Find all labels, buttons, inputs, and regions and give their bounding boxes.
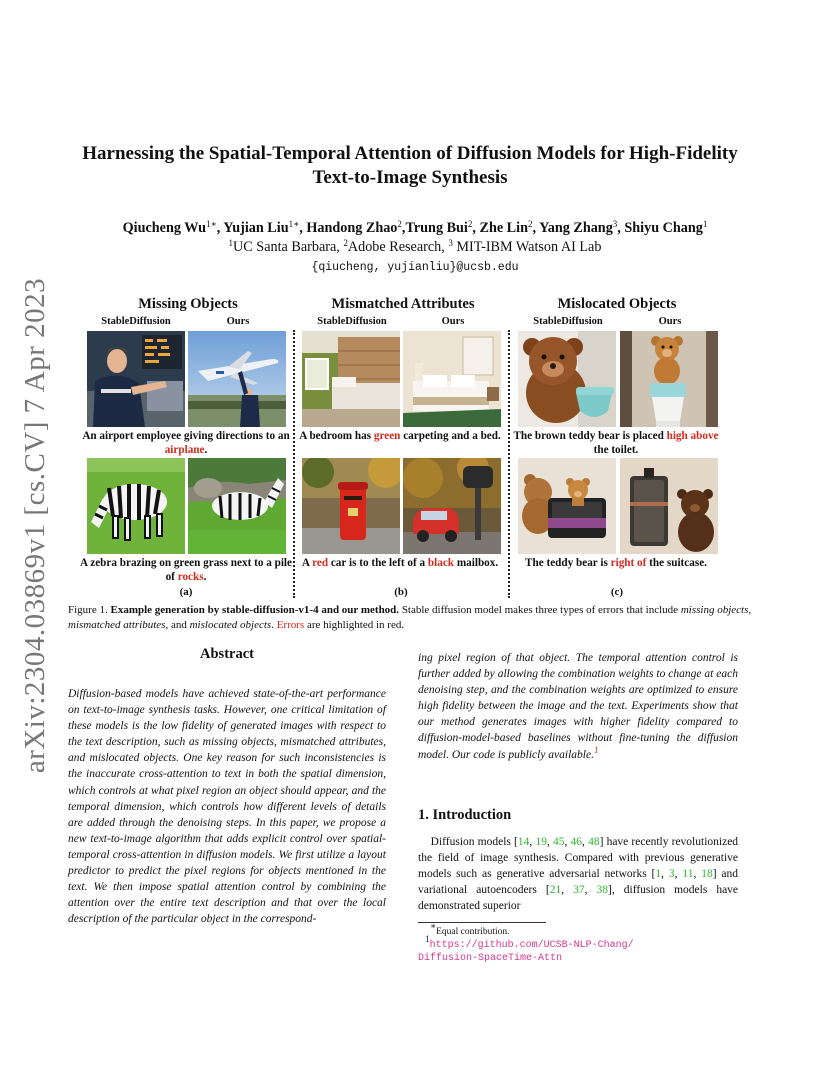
column-separator <box>508 330 510 598</box>
method-label-stablediffusion: StableDiffusion <box>533 316 603 327</box>
image-airport-employee-stablediffusion <box>87 331 185 427</box>
citation-link[interactable]: 19 <box>535 836 547 848</box>
citation-link[interactable]: 3 <box>668 868 675 881</box>
citation-link[interactable]: 21 <box>549 884 562 897</box>
method-label-stablediffusion: StableDiffusion <box>317 316 387 327</box>
image-bedroom-stablediffusion <box>302 331 400 427</box>
image-airport-employee-ours <box>188 331 286 427</box>
image-teddy-suitcase-stablediffusion <box>518 458 616 554</box>
subfigure-label-b: (b) <box>394 586 408 598</box>
image-car-mailbox-stablediffusion <box>302 458 400 554</box>
author: Trung Bui$^2$ <box>405 219 473 236</box>
code-repository-link-cont[interactable]: Diffusion-SpaceTime-Attn <box>418 953 563 964</box>
citation-link[interactable]: 48 <box>588 836 600 848</box>
image-zebra-ours <box>188 458 286 554</box>
subfigure-label-a: (a) <box>179 586 193 598</box>
caption-zebra: A zebra brazing on green grass next to a pile of rocks. <box>79 557 293 583</box>
column-heading-mismatched-attributes: Mismatched Attributes <box>331 296 475 312</box>
author-list: Qiucheng $Wu^{1∗}$, Yujian Liu$^{1∗}$, Handong Zhao$^2$,Trung Bui$^2$, Zhe Lin$^2$, Yang Zhang$^3$, Shiyu Chang$^1$ <box>122 219 708 236</box>
code-repository-link[interactable]: https://github.com/UCSB-NLP-Chang/ <box>429 940 634 951</box>
section-heading-introduction: 1. Introduction <box>418 807 512 823</box>
author-email: {qiucheng, yujianliu}@ucsb.edu <box>311 261 519 274</box>
figure-caption: Figure 1. Example generation by stable-diffusion-v1-4 and our method. Stable diffusion model makes three types of errors that include missing objects, mismatched attributes, and mislocated objects. Errors are highlighted in red. <box>68 604 752 631</box>
affiliations: $^1$UC Santa Barbara, $^2$Adobe Research, $^3$ MIT-IBM Watson AI Lab <box>228 238 602 255</box>
introduction-body: Diffusion models [14, 19, 45, 46, 48] have recently revolutionized the field of image synthesis. Compared with previous generative models such as generative adversarial networks [1, 3, 11, 18] and variational autoencoders [21, 37, 38], diffusion models have demonstrated superior <box>418 836 739 913</box>
image-zebra-stablediffusion <box>87 458 185 554</box>
footnote-equal-contribution: ∗Equal contribution. <box>430 921 510 937</box>
method-label-ours: Ours <box>658 316 682 327</box>
subfigure-label-c: (c) <box>610 586 624 598</box>
caption-bedroom: A bedroom has green carpeting and a bed. <box>299 430 501 442</box>
citation-link[interactable]: 45 <box>552 836 565 848</box>
caption-car-mailbox: A red car is to the left of a black mailbox. <box>301 557 499 569</box>
column-heading-missing-objects: Missing Objects <box>138 296 238 312</box>
paper-title: Harnessing the Spatial-Temporal Attention of Diffusion Models for High-Fidelity Text-to-Image Synthesis <box>82 143 738 188</box>
image-teddy-suitcase-ours <box>620 458 718 554</box>
image-teddy-toilet-stablediffusion <box>518 331 616 427</box>
caption-airport: An airport employee giving directions to an airplane. <box>82 430 290 456</box>
image-bedroom-ours <box>403 331 501 427</box>
footnote-code-link: $^1$https://github.com/UCSB-NLP-Chang/ Diffusion-SpaceTime-Attn <box>418 934 634 964</box>
column-heading-mislocated-objects: Mislocated Objects <box>557 296 677 312</box>
method-label-stablediffusion: StableDiffusion <box>101 316 171 327</box>
footnote-rule <box>418 922 546 923</box>
citation-link[interactable]: 11 <box>682 868 694 881</box>
citation-link[interactable]: 1 <box>655 868 662 881</box>
method-label-ours: Ours <box>441 316 465 327</box>
abstract-heading: Abstract <box>200 646 254 662</box>
citation-link[interactable]: 46 <box>570 836 583 848</box>
citation-link[interactable]: 18 <box>701 868 713 881</box>
abstract-body-right: ing pixel region of that object. The temporal attention control is further added by allowing the combination weights to change at each denoising step, and the combination weights are optimized to ensure high fidelity between the image and the text. Experiments show that our method generates images with higher fidelity compared to diffusion-model-based baselines without fine-tuning the diffusion model. Our code is publicly available.$^1$ <box>418 652 738 761</box>
footnote-marker[interactable]: 1 <box>593 744 599 755</box>
abstract-body-left: Diffusion-based models have achieved state-of-the-art performance on text-to-image synthesis tasks. However, one critical limitation of these models is the low fidelity of generated images with respect to the text description, such as missing objects, mismatched attributes, and mislocated objects. One key reason for such inconsistencies is the inaccurate cross-attention to text in both the spatial dimension, which controls at what pixel region an object should appear, and the temporal dimension, which controls how different levels of details are added through the denoising steps. In this paper, we propose a new text-to-image algorithm that adds explicit control over spatial-temporal cross-attention in diffusion models. We first utilize a layout predictor to predict the pixel regions for objects mentioned in the text. We then impose spatial attention control by combining the attention over the entire text description and that over the local description of the particular object in the correspond- <box>68 688 386 926</box>
citation-link[interactable]: 38 <box>596 884 609 897</box>
column-separator <box>293 330 295 598</box>
author: Zhe Lin$^2$ <box>479 219 533 236</box>
arxiv-identifier: arXiv:2304.03869v1 [cs.CV] 7 Apr 2023 <box>19 277 52 773</box>
author: Handong Zhao$^2$ <box>306 219 402 236</box>
image-teddy-toilet-ours <box>620 331 718 427</box>
citation-link[interactable]: 14 <box>517 836 530 848</box>
caption-teddy-suitcase: The teddy bear is right of the suitcase. <box>525 557 707 569</box>
image-car-mailbox-ours <box>403 458 501 554</box>
author: Yang Zhang$^3$ <box>539 219 618 236</box>
citation-link[interactable]: 37 <box>573 884 585 897</box>
author: Yujian Liu$^{1∗}$ <box>223 219 300 236</box>
caption-teddy-toilet: The brown teddy bear is placed high above the toilet. <box>513 430 719 456</box>
method-label-ours: Ours <box>226 316 250 327</box>
author: Shiyu Chang$^1$ <box>624 219 708 236</box>
author: Qiucheng $Wu^{1∗}$ <box>122 219 217 236</box>
